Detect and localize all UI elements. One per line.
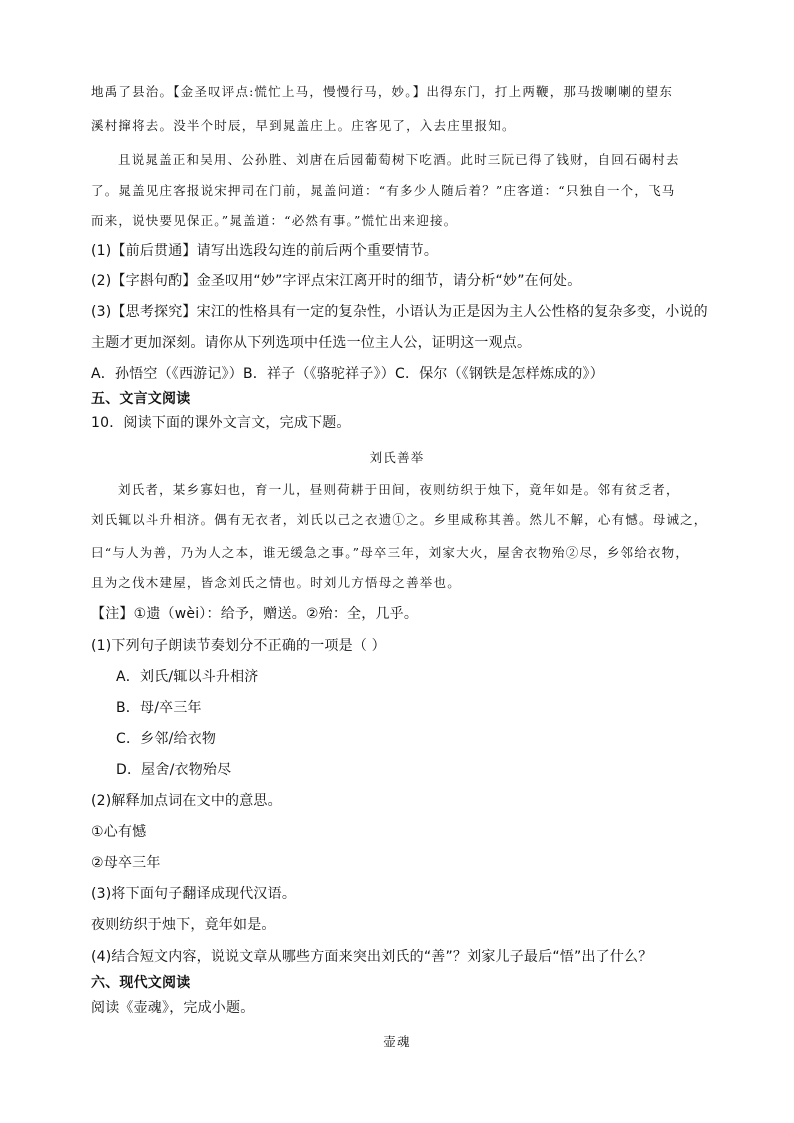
classical-line-3: 曰“与人为善，乃为人之本，谁无缓急之事。”母卒三年，刘家大火，屋舍衣物殆②尽，乡邻给衣物， [91,545,690,560]
classical-line-2: 刘氏辄以斗升相济。偶有无衣者，刘氏以己之衣遗①之。乡里咸称其善。然儿不解，心有憾。母诫之， [91,512,708,527]
passage-line-2: 溪村撺将去。没半个时辰，早到晁盖庄上。庄客见了，入去庄里报知。 [91,118,516,133]
passage-line-1: 地禹了县治。【金圣叹评点:慌忙上马，慢慢行马，妙。】出得东门，打上两鞭，那马拨喇喇的望东 [91,84,674,99]
question-10-3-sentence: 夜则纺织于烛下，竟年如是。 [91,917,276,933]
option-d: D．屋舍/衣物殆尽 [116,762,232,778]
question-10-2-item-1: ①心有憾 [91,824,147,840]
question-9-options: A．孙悟空（《西游记》）B．祥子（《骆驼祥子》）C．保尔（《钢铁是怎样炼成的》） [91,366,604,382]
reading-intro: 阅读《壶魂》，完成小题。 [91,1000,255,1016]
passage-line-3: 且说晁盖正和吴用、公孙胜、刘唐在后园葡萄树下吃酒。此时三阮已得了钱财，自回石碣村去 [118,152,680,167]
question-10-2-item-2: ②母卒三年 [91,855,161,871]
question-10-4: (4)结合短文内容，说说文章从哪些方面来突出刘氏的“善”？刘家儿子最后“悟”出了什么？ [91,949,653,965]
passage-line-5: 而来，说快要见保正。”晁盖道：“必然有事。”慌忙出来迎接。 [91,213,458,228]
modern-title: 壶魂 [383,1034,411,1049]
option-c: C．乡邻/给衣物 [116,731,217,747]
question-10-intro: 10．阅读下面的课外文言文，完成下题。 [91,415,351,431]
question-9-1: (1)【前后贯通】请写出选段勾连的前后两个重要情节。 [91,243,439,259]
classical-line-4: 且为之伐木建屋，皆念刘氏之情也。时刘儿方悟母之善举也。 [91,575,461,590]
classical-line-1: 刘氏者，某乡寡妇也，育一儿，昼则荷耕于田间，夜则纺织于烛下，竟年如是。邻有贫乏者， [118,482,680,497]
option-b: B．母/卒三年 [116,700,202,716]
question-10-3: (3)将下面句子翻译成现代汉语。 [91,886,297,902]
annotation-note: 【注】①遗（wèi）：给予，赠送。②殆：全，几乎。 [91,606,419,622]
section-6-heading: 六、现代文阅读 [91,975,191,991]
question-10-1: (1)下列句子朗读节奏划分不正确的一项是（ ） [91,638,386,654]
option-a: A．刘氏/辄以斗升相济 [116,669,259,685]
section-5-heading: 五、文言文阅读 [91,391,191,407]
question-9-3: (3)【思考探究】宋江的性格具有一定的复杂性，小语认为正是因为主人公性格的复杂多变，小说的 [91,304,708,320]
passage-line-4: 了。晁盖见庄客报说宋押司在门前，晁盖问道：“有多少人随后着？”庄客道：“只独自一个，飞马 [91,183,676,198]
question-9-3-cont: 主题才更加深刻。请你从下列选项中任选一位主人公，证明这一观点。 [91,335,532,351]
classical-title: 刘氏善举 [369,450,425,465]
question-10-2: (2)解释加点词在文中的意思。 [91,793,282,809]
question-9-2: (2)【字斟句酌】金圣叹用“妙”字评点宋江离开时的细节，请分析“妙”在何处。 [91,273,582,289]
